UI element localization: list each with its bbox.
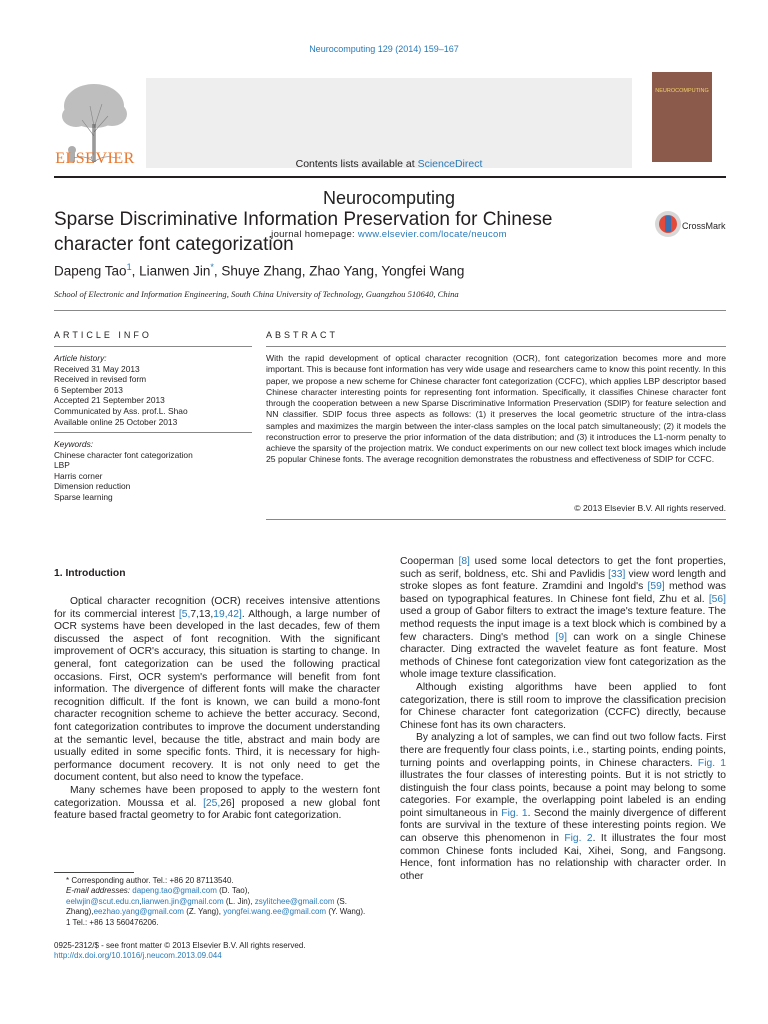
author-name: Lianwen Jin [139, 263, 211, 279]
email-owner: (Y. Wang). [326, 907, 366, 917]
journal-homepage-link[interactable]: www.elsevier.com/locate/neucom [357, 229, 507, 240]
body-text: Optical character recognition (OCR) receives intensive attentions for its commercial interest [54, 596, 380, 620]
author-mark[interactable]: 1 [126, 262, 132, 272]
body-text: method was based on typographical features. In Chinese font field, Zhu et al. [400, 581, 726, 605]
email-addresses [54, 886, 384, 917]
body-paragraph [54, 785, 380, 823]
email-link[interactable]: eezhao.yang@gmail.com [93, 907, 184, 917]
body-paragraph [400, 556, 726, 682]
body-column-right [400, 556, 726, 883]
citation-link[interactable]: Fig. 1 [501, 807, 528, 819]
body-paragraph [54, 596, 380, 785]
body-text: Many schemes have been proposed to apply to the western font categorization. Moussa et al. [54, 784, 380, 809]
keyword-item: Harris corner [54, 470, 103, 481]
contents-line [146, 158, 632, 170]
email-owner: (D. Tao), [216, 886, 250, 896]
footnotes [54, 876, 384, 928]
body-text: . It illustrates the four most common Chinese fonts included Kai, Xihei, Song, and Fangsong. Hence, font information has no relationship with character order. In other [400, 833, 726, 882]
citation-link[interactable]: Fig. 2 [564, 833, 593, 845]
journal-name: Neurocomputing [322, 188, 456, 208]
body-text: 26] proposed a new global font feature based fractal geometry to for Arabic font categorization. [54, 797, 380, 822]
paper-title: Sparse Discriminative Information Preservation for Chinese character font categorization [54, 209, 553, 255]
corresponding-author-note: * Corresponding author. Tel.: +86 20 87113540. [66, 876, 234, 885]
keyword-item: Dimension reduction [54, 481, 131, 492]
keyword-item: Chinese character font categorization [54, 449, 193, 460]
body-text: By analyzing a lot of samples, we can find out two follow facts. First there are frequently four class points, i.e., starting points, ending points, turning points and overlapping points, in Chinese characters. [400, 732, 726, 769]
keywords-heading: Keywords: [54, 439, 94, 449]
affiliation-divider [54, 310, 726, 311]
email-owner: (Z. Yang), [183, 907, 224, 917]
telephone-note: 1 Tel.: +86 13 560476206. [66, 917, 159, 927]
body-text: Cooperman [400, 556, 459, 567]
author-name: Dapeng Tao [54, 263, 127, 279]
citation-link[interactable]: Fig. 1 [697, 757, 726, 769]
email-owner: , [139, 896, 142, 906]
body-paragraph [400, 732, 726, 883]
body-text: . Although, a large number of OCR systems have been developed in the last decades, few of them discussed the aspect of font recognition. With the significant improvement of OCR's accuracy, this situation is starting to change. In general, font categorization can be used the following practical occasions. First, OCR system's performance will benefit from font information. The divergence of different fonts will make the character recognition difficult. If the font is known, we can build a mono-font character recognition scheme to achieve the better accuracy. Second, font categorization contributes to improve the document understanding at the semantic level, because the title, abstract and main body are usually edited in some specific fonts. Third, it is necessary for high-performance document recovery. It is not only need to get the document content, but also need to know the typeface. [54, 608, 380, 784]
body-text: used some local detectors to get the font properties, such as serif, boldness, etc. Shi and Pavlidis [400, 556, 726, 580]
header-divider [54, 176, 726, 178]
citation-link[interactable]: [56] [708, 593, 726, 605]
homepage-prefix: journal homepage: [271, 229, 358, 240]
history-heading: Article history: [54, 353, 107, 363]
citation-link[interactable]: [25, [203, 797, 221, 809]
contents-prefix: Contents lists available at [295, 158, 418, 170]
keywords-divider [54, 432, 252, 433]
affiliation: School of Electronic and Information Engineering, South China University of Technology, Guangzhou 510640, China [54, 289, 459, 299]
author-list: Dapeng Tao$^1$, Lianwen Jin*, Shuye Zhang, Zhao Yang, Yongfei Wang [54, 262, 465, 279]
journal-cover-image [652, 72, 712, 162]
body-text: 7,13, [190, 608, 214, 620]
body-text: can work on a single Chinese character. Ding extracted the wavelet feature as font feature. Most methods of Chinese font categorization view font categorization as the whole image texture classification. [400, 631, 726, 681]
article-info-heading: ARTICLE INFO [54, 330, 152, 340]
abstract-divider [266, 346, 726, 347]
doi-link[interactable]: http://dx.doi.org/10.1016/j.neucom.2013.09.044 [54, 951, 222, 961]
footnote-divider [54, 872, 134, 873]
body-text: view word length and stroke slopes as font feature. Zramdini and Ingold's [400, 568, 726, 593]
article-info-divider [54, 346, 252, 347]
body-text: illustrates the four classes of interesting points. But it is not strictly to distinguish the four class points, because a point may belong to some categories. For example, the overlapping point labeled is an ending point simultaneous in [400, 770, 726, 819]
email-owner: (L. Jin), [223, 896, 255, 906]
body-text: used a group of Gabor filters to extract the image's texture feature. The method requests the input image is a text block which is combined by a few characters. Ding's method [400, 606, 726, 643]
history-item: 6 September 2013 [54, 384, 123, 395]
citation-link[interactable]: [9] [555, 631, 567, 643]
citation-link[interactable]: 19,42] [213, 608, 242, 620]
email-link[interactable]: eelwjin@scut.edu.cn [66, 896, 140, 906]
body-paragraph [400, 682, 726, 732]
journal-reference-link[interactable]: Neurocomputing 129 (2014) 159–167 [309, 44, 459, 54]
history-item: Communicated by Ass. prof.L. Shao [54, 405, 188, 416]
email-link[interactable]: lianwen.jin@gmail.com [141, 896, 224, 906]
body-column-left [54, 596, 380, 823]
history-item: Received in revised form [54, 374, 147, 385]
crossmark-icon [654, 210, 682, 238]
citation-link[interactable]: [33] [608, 568, 626, 580]
keywords [54, 439, 254, 503]
citation-link[interactable]: [59] [647, 581, 665, 593]
email-label: E-mail addresses: [66, 886, 133, 896]
email-link[interactable]: yongfei.wang.ee@gmail.com [223, 907, 327, 917]
history-item: Received 31 May 2013 [54, 363, 140, 374]
email-link[interactable]: dapeng.tao@gmail.com [132, 886, 217, 896]
history-list [54, 364, 254, 428]
article-history [54, 353, 254, 427]
body-text: Although existing algorithms have been applied to font categorization, there is still room to improve the classification precision for Chinese character font categorization (CCFC) directly, because Chinese font has its own characters. [400, 681, 726, 731]
copyright-line: © 2013 Elsevier B.V. All rights reserved. [574, 503, 726, 513]
section-heading-introduction: 1. Introduction [54, 568, 126, 579]
citation-link[interactable]: [5, [178, 608, 191, 620]
email-owner: (S. Zhang), [66, 896, 347, 917]
cover-title: NEUROCOMPUTING [655, 88, 709, 94]
author-name: Shuye Zhang [221, 263, 302, 279]
author-mark[interactable]: * [210, 262, 214, 272]
keyword-list [54, 450, 254, 503]
publisher-name: ELSEVIER [55, 150, 135, 167]
crossmark-label[interactable]: CrossMark [682, 221, 726, 231]
front-matter [54, 941, 384, 962]
abstract-text: With the rapid development of optical character recognition (OCR), font categorization becomes more and more important. This is because font information has very wide usage and researchers came to know this point recently. In this paper, we propose a new scheme for Chinese character font categorization (CCFC), which applies LBP descriptor based Chinese character interesting points for representing font information. Specifically, it classifies Chinese character font through the cooperation between a new Sparse Discriminative Information Preservation (SDIP) for feature selection and NN classifier. SDIP focus three aspects as follows: (1) it preserves the local geometric structure of the intra-class samples and maximizes the margin between the inter-class samples on the local patch simultaneously; (2) it models the reconstruction error to preserve the prior information of the data distribution; and (3) it introduces the L1-norm penalty to achieve the sparsity of the projection matrix. We conduct experiments on our new collect text block images which include 25 popular Chinese fonts. The average recognition demonstrates the robustness and effectiveness of SDIP for CCFC. [266, 353, 726, 465]
abstract-heading: ABSTRACT [266, 330, 339, 340]
author-name: Yongfei Wang [381, 263, 465, 279]
sciencedirect-link[interactable]: ScienceDirect [417, 158, 483, 170]
abstract-bottom-divider [266, 519, 726, 520]
history-item: Accepted 21 September 2013 [54, 395, 165, 406]
history-item: Available online 25 October 2013 [54, 416, 178, 427]
keyword-item: LBP [54, 460, 70, 471]
body-text: . Second the mainly divergence of different fonts are survival in the texture of these interesting points region. We can observe this phenomenon in [400, 807, 726, 845]
author-name: Zhao Yang [309, 263, 375, 279]
email-link[interactable]: zsylitchee@gmail.com [254, 896, 335, 906]
keyword-item: Sparse learning [54, 491, 113, 502]
issn-line: 0925-2312/$ - see front matter © 2013 Elsevier B.V. All rights reserved. [54, 941, 306, 950]
citation-link[interactable]: [8] [458, 556, 470, 567]
